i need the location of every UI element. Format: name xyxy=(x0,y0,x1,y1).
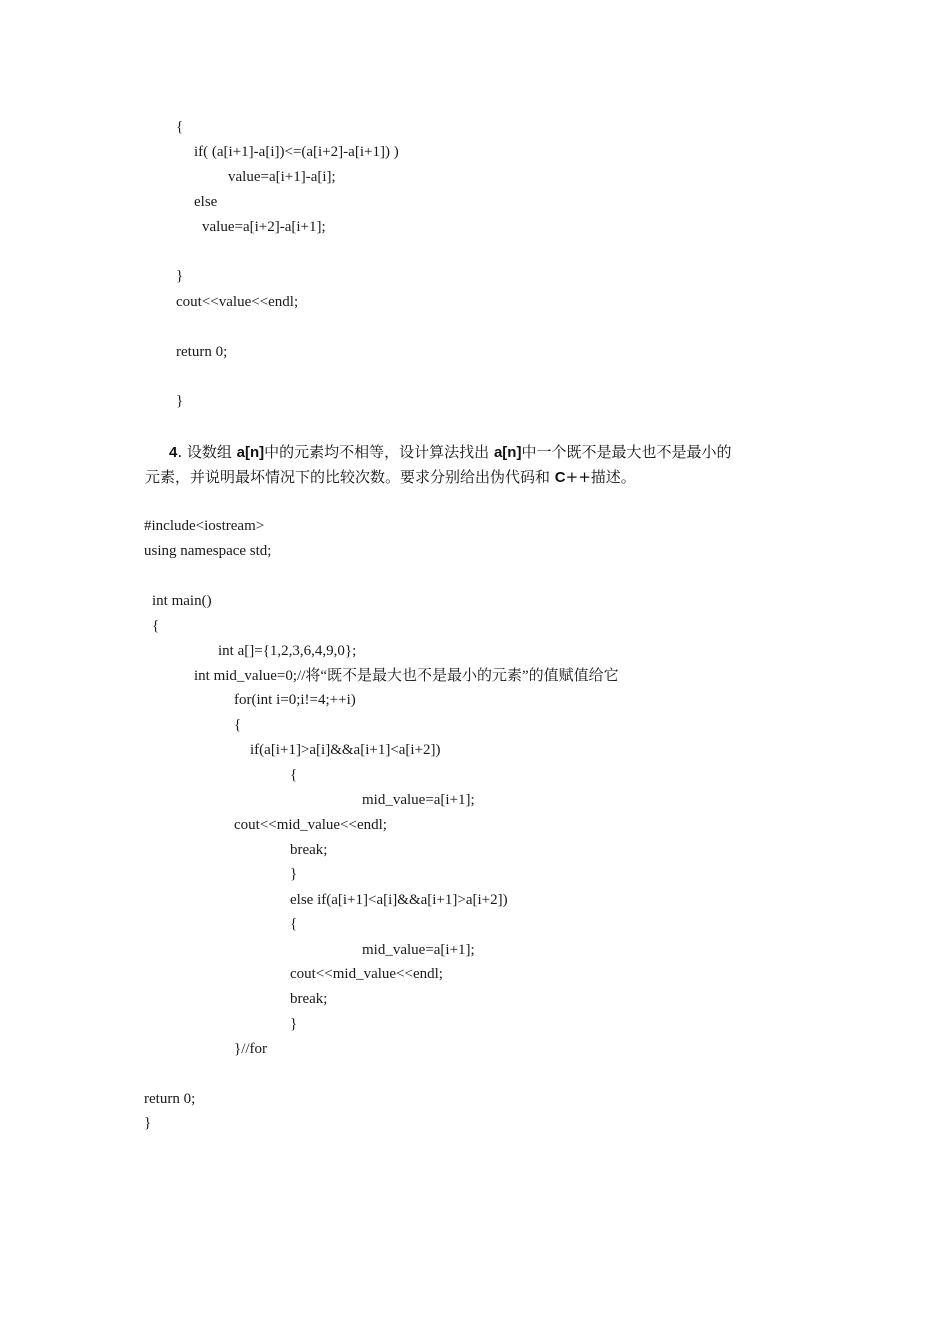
code-line: for(int i=0;i!=4;++i) xyxy=(234,692,356,708)
code-line: if(a[i+1]>a[i]&&a[i+1]<a[i+2]) xyxy=(250,742,441,758)
code-line: value=a[i+2]-a[i+1]; xyxy=(202,219,326,235)
code-line: value=a[i+1]-a[i]; xyxy=(228,169,336,185)
code-line: if( (a[i+1]-a[i])<=(a[i+2]-a[i+1]) ) xyxy=(194,144,399,160)
code-line: return 0; xyxy=(144,1091,196,1107)
question-line-1: 4. 设数组 a[n]中的元素均不相等，设计算法找出 a[n]中一个既不是最大也不是最小的 xyxy=(169,443,732,461)
code-line: break; xyxy=(290,991,328,1007)
code-line: break; xyxy=(290,842,328,858)
code-line: else if(a[i+1]<a[i]&&a[i+1]>a[i+2]) xyxy=(290,892,508,908)
code-line: using namespace std; xyxy=(144,543,272,559)
question-number: 4 xyxy=(169,444,178,461)
code-line: }//for xyxy=(234,1041,268,1057)
code-line: cout<<mid_value<<endl; xyxy=(290,966,443,982)
code-line: { xyxy=(234,717,242,733)
code-line: else xyxy=(194,194,218,210)
code-line: } xyxy=(176,268,184,284)
code-line: int a[]={1,2,3,6,4,9,0}; xyxy=(218,643,357,659)
code-line: return 0; xyxy=(176,344,228,360)
code-line: #include<iostream> xyxy=(144,518,265,534)
code-line: } xyxy=(290,1016,298,1032)
code-line: } xyxy=(144,1115,152,1131)
code-line: int main() xyxy=(152,593,212,609)
question-paragraph xyxy=(145,440,825,490)
code-line: mid_value=a[i+1]; xyxy=(362,792,475,808)
code-line: mid_value=a[i+1]; xyxy=(362,942,475,958)
code-line: cout<<mid_value<<endl; xyxy=(234,817,387,833)
code-line: { xyxy=(176,119,184,135)
code-line: } xyxy=(290,866,298,882)
code-line: int mid_value=0;//将“既不是最大也不是最小的元素”的值赋值给它 xyxy=(194,668,619,684)
code-line: } xyxy=(176,393,184,409)
code-line: { xyxy=(290,767,298,783)
code-line: { xyxy=(152,618,160,634)
code-line: cout<<value<<endl; xyxy=(176,294,299,310)
question-line-2: 元素，并说明最坏情况下的比较次数。要求分别给出伪代码和 C++描述。 xyxy=(145,468,636,486)
code-line: { xyxy=(290,916,298,932)
